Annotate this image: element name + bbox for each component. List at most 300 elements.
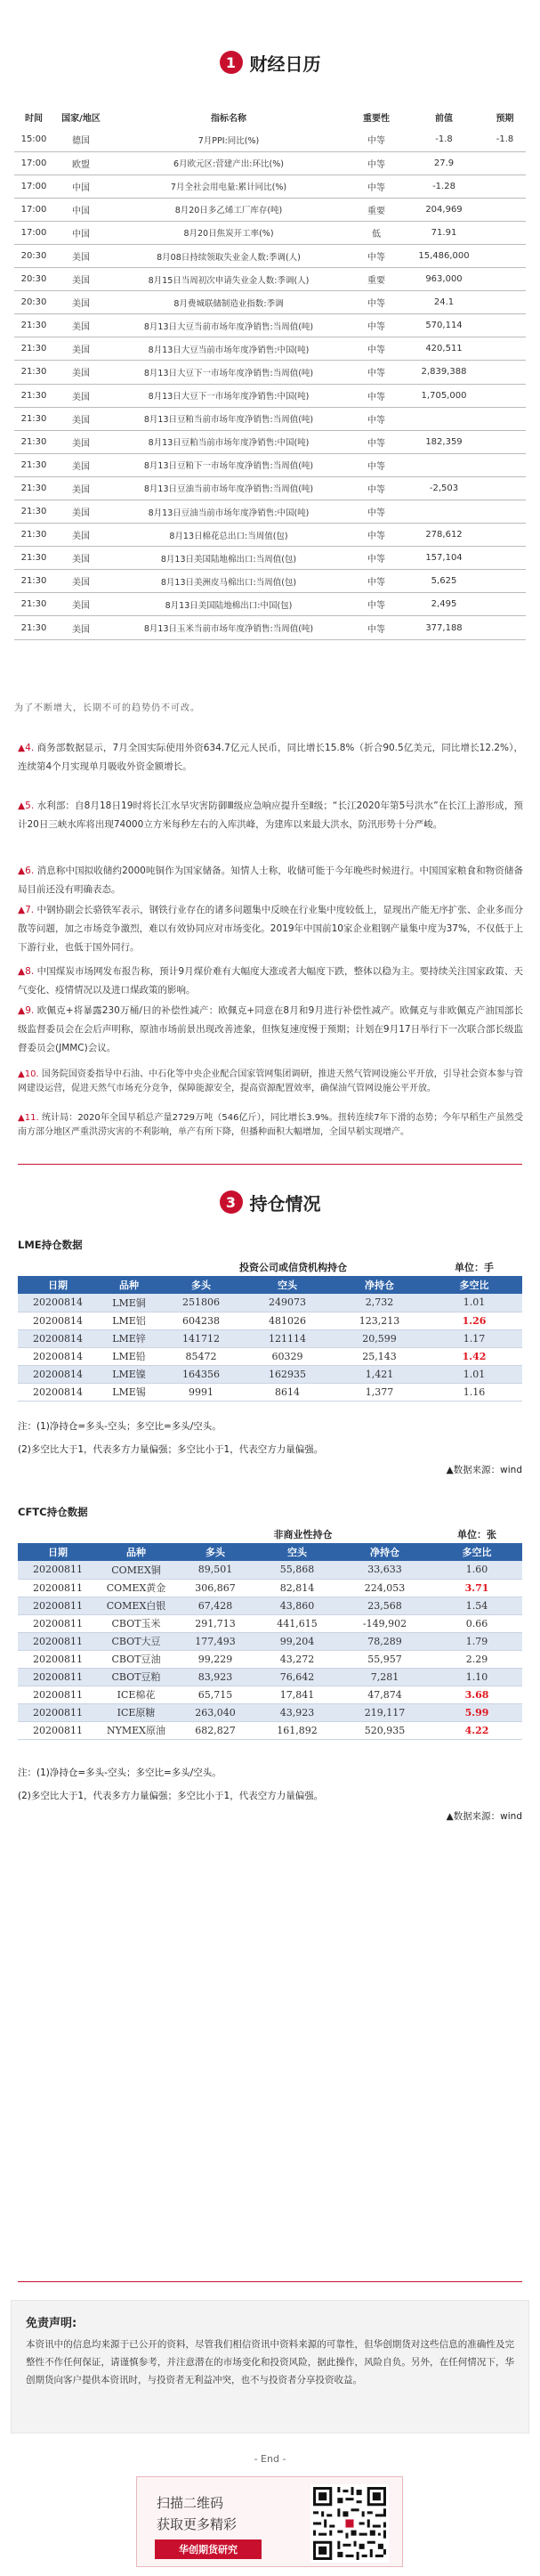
col-header: 品种 (98, 1276, 160, 1294)
position-cell-net: 33,633 (338, 1561, 431, 1579)
calendar-cell-region: 美国 (53, 476, 109, 500)
calendar-cell-time: 17:00 (14, 151, 53, 175)
position-cell-ratio: 3.71 (431, 1579, 522, 1597)
calendar-cell-time: 21:30 (14, 384, 53, 407)
calendar-cell-importance: 重要 (349, 268, 404, 291)
position-cell-ratio: 3.68 (431, 1686, 522, 1703)
position-cell-item: COMEX白银 (98, 1597, 174, 1614)
calendar-cell-region: 美国 (53, 384, 109, 407)
calendar-cell-region: 德国 (53, 128, 109, 151)
calendar-cell-previous: 27.9 (404, 151, 484, 175)
position-cell-date: 20200814 (18, 1365, 98, 1383)
calendar-cell-indicator: 8月13日大豆下一市场年度净销售:中国(吨) (109, 384, 349, 407)
col-forecast: 预期 (496, 113, 514, 124)
cftc-group-header: 非商业性持仓 (273, 1529, 333, 1540)
position-cell-ratio: 1.01 (426, 1294, 522, 1312)
calendar-cell-importance: 中等 (349, 244, 404, 267)
calendar-cell-forecast (484, 314, 526, 337)
position-cell-date: 20200811 (18, 1632, 98, 1650)
position-cell-long: 263,040 (174, 1703, 256, 1721)
calendar-cell-time: 21:30 (14, 407, 53, 430)
calendar-cell-indicator: 7月全社会用电量:累计同比(%) (109, 175, 349, 198)
position-cell-ratio: 2.29 (431, 1650, 522, 1668)
news-item (18, 1068, 523, 1096)
position-cell-item: NYMEX原油 (98, 1721, 174, 1739)
calendar-row (14, 547, 526, 570)
position-row (18, 1561, 522, 1579)
position-cell-short: 121114 (242, 1329, 333, 1347)
calendar-cell-forecast (484, 593, 526, 616)
qr-line-1: 扫描二维码 (157, 2495, 224, 2511)
col-header: 日期 (18, 1543, 98, 1561)
calendar-cell-region: 美国 (53, 407, 109, 430)
calendar-cell-region: 美国 (53, 593, 109, 616)
news-text: 中国煤炭市场网发布报告称，预计9月煤价难有大幅度大涨或者大幅度下跌，整体以稳为主。要持续关注国家政策、天气变化、疫情情况以及进口煤政策的影响。 (18, 966, 523, 995)
calendar-row (14, 361, 526, 384)
calendar-row (14, 291, 526, 314)
col-region: 国家/地区 (61, 113, 101, 124)
calendar-cell-time: 17:00 (14, 221, 53, 244)
news-text: 商务部数据显示，7月全国实际使用外资634.7亿元人民币，同比增长15.8%（折合90.5亿美元，同比增长12.2%），连续第4个月实现单月吸收外资金额增长。 (18, 743, 523, 772)
calendar-cell-importance: 中等 (349, 128, 404, 151)
lme-positions-table (18, 1258, 522, 1402)
news-text: 消息称中国拟收储约2000吨铜作为国家储备。知情人士称，收储可能于今年晚些时候进行。中国国家粮食和物资储备局目前还没有明确表态。 (18, 865, 523, 895)
position-row (18, 1312, 522, 1329)
calendar-cell-previous: 182,359 (404, 430, 484, 453)
news-item (18, 797, 523, 834)
calendar-cell-previous: 24.1 (404, 291, 484, 314)
position-cell-net: 2,732 (333, 1294, 426, 1312)
position-cell-ratio: 5.99 (431, 1703, 522, 1721)
calendar-cell-time: 21:30 (14, 361, 53, 384)
col-header: 空头 (242, 1276, 333, 1294)
position-cell-date: 20200814 (18, 1294, 98, 1312)
positions-section-title (0, 1184, 540, 1220)
position-cell-short: 43,272 (256, 1650, 338, 1668)
position-cell-short: 161,892 (256, 1721, 338, 1739)
calendar-row (14, 128, 526, 151)
calendar-row (14, 314, 526, 337)
position-row (18, 1721, 522, 1739)
position-cell-net: 224,053 (338, 1579, 431, 1597)
news-number: ▲6. (18, 865, 35, 876)
calendar-cell-forecast: -1.8 (484, 128, 526, 151)
position-cell-short: 82,814 (256, 1579, 338, 1597)
position-cell-short: 17,841 (256, 1686, 338, 1703)
calendar-cell-region: 中国 (53, 221, 109, 244)
calendar-cell-time: 21:30 (14, 547, 53, 570)
position-cell-ratio: 1.42 (426, 1347, 522, 1365)
col-previous: 前值 (435, 113, 453, 124)
calendar-cell-indicator: 8月费城联储制造业指数:季调 (109, 291, 349, 314)
calendar-cell-importance: 中等 (349, 616, 404, 639)
calendar-cell-indicator: 8月13日豆粕当前市场年度净销售:当周值(吨) (109, 407, 349, 430)
calendar-cell-previous: 2,839,388 (404, 361, 484, 384)
calendar-cell-forecast (484, 221, 526, 244)
position-cell-ratio: 0.66 (431, 1614, 522, 1632)
calendar-cell-previous: 570,114 (404, 314, 484, 337)
col-header: 多头 (174, 1543, 256, 1561)
position-cell-short: 162935 (242, 1365, 333, 1383)
calendar-cell-importance: 中等 (349, 384, 404, 407)
news-number: ▲5. (18, 800, 35, 811)
position-cell-long: 89,501 (174, 1561, 256, 1579)
calendar-cell-time: 21:30 (14, 430, 53, 453)
calendar-cell-forecast (484, 547, 526, 570)
position-cell-date: 20200811 (18, 1579, 98, 1597)
calendar-cell-indicator: 8月15日当周初次申请失业金人数:季调(人) (109, 268, 349, 291)
calendar-cell-indicator: 8月13日美国陆地棉出口:中国(包) (109, 593, 349, 616)
calendar-cell-indicator: 8月20日焦炭开工率(%) (109, 221, 349, 244)
position-cell-short: 55,868 (256, 1561, 338, 1579)
col-header: 多空比 (426, 1276, 522, 1294)
position-cell-net: 123,213 (333, 1312, 426, 1329)
position-cell-ratio: 1.60 (431, 1561, 522, 1579)
calendar-cell-time: 21:30 (14, 570, 53, 593)
news-item (18, 1111, 523, 1140)
calendar-cell-forecast (484, 361, 526, 384)
position-cell-date: 20200814 (18, 1312, 98, 1329)
calendar-cell-forecast (484, 500, 526, 524)
position-cell-ratio: 1.16 (426, 1383, 522, 1401)
position-cell-net: 219,117 (338, 1703, 431, 1721)
position-cell-net: 55,957 (338, 1650, 431, 1668)
calendar-cell-time: 21:30 (14, 593, 53, 616)
economic-calendar-table (14, 105, 526, 640)
position-cell-date: 20200811 (18, 1597, 98, 1614)
calendar-cell-indicator: 8月13日棉花总出口:当周值(包) (109, 524, 349, 547)
col-importance: 重要性 (363, 113, 390, 124)
calendar-row (14, 151, 526, 175)
end-marker: - End - (254, 2453, 286, 2465)
calendar-cell-region: 中国 (53, 198, 109, 221)
position-cell-ratio: 1.01 (426, 1365, 522, 1383)
calendar-section-title (0, 45, 540, 80)
position-cell-ratio: 1.54 (431, 1597, 522, 1614)
position-cell-date: 20200811 (18, 1614, 98, 1632)
position-cell-item: LME锡 (98, 1383, 160, 1401)
news-item (18, 963, 523, 1000)
calendar-cell-time: 17:00 (14, 175, 53, 198)
calendar-cell-previous: -2,503 (404, 476, 484, 500)
calendar-cell-indicator: 8月13日豆粕当前市场年度净销售:中国(吨) (109, 430, 349, 453)
position-cell-ratio: 1.26 (426, 1312, 522, 1329)
calendar-cell-previous: -1.8 (404, 128, 484, 151)
calendar-cell-previous: -1.28 (404, 175, 484, 198)
calendar-cell-time: 20:30 (14, 268, 53, 291)
position-cell-long: 177,493 (174, 1632, 256, 1650)
calendar-cell-importance: 中等 (349, 570, 404, 593)
calendar-cell-region: 美国 (53, 337, 109, 361)
position-cell-long: 99,229 (174, 1650, 256, 1668)
calendar-cell-forecast (484, 244, 526, 267)
position-cell-net: 78,289 (338, 1632, 431, 1650)
calendar-cell-importance: 中等 (349, 500, 404, 524)
calendar-cell-time: 17:00 (14, 198, 53, 221)
position-cell-net: 520,935 (338, 1721, 431, 1739)
calendar-cell-forecast (484, 407, 526, 430)
calendar-cell-region: 美国 (53, 547, 109, 570)
calendar-cell-region: 美国 (53, 570, 109, 593)
col-header: 日期 (18, 1276, 98, 1294)
position-cell-item: CBOT豆粕 (98, 1668, 174, 1686)
calendar-row (14, 407, 526, 430)
position-row (18, 1294, 522, 1312)
cftc-unit: 单位：张 (457, 1529, 496, 1540)
calendar-cell-forecast (484, 430, 526, 453)
position-cell-net: 47,874 (338, 1686, 431, 1703)
position-cell-long: 83,923 (174, 1668, 256, 1686)
cftc-data-source: ▲数据来源：wind (446, 1811, 522, 1822)
calendar-cell-indicator: 8月08日持续领取失业金人数:季调(人) (109, 244, 349, 267)
calendar-cell-region: 美国 (53, 616, 109, 639)
calendar-cell-indicator: 8月13日美洲皮马棉出口:当周值(包) (109, 570, 349, 593)
position-cell-long: 67,428 (174, 1597, 256, 1614)
news-text: 水利部：自8月18日19时将长江水旱灾害防御Ⅲ级应急响应提升至Ⅱ级；“长江2020年第5号洪水”在长江上游形成，预计20日三峡水库将出现74000立方米每秒左右的入库洪峰，为建库以来最大洪水，防汛形势十分严峻。 (18, 800, 524, 830)
lme-table-caption: LME持仓数据 (18, 1239, 83, 1251)
col-time: 时间 (25, 113, 43, 124)
disclaimer-box (11, 2300, 529, 2434)
position-row (18, 1632, 522, 1650)
calendar-cell-region: 美国 (53, 314, 109, 337)
calendar-cell-importance: 中等 (349, 547, 404, 570)
calendar-cell-previous (404, 453, 484, 476)
position-cell-long: 85472 (160, 1347, 242, 1365)
position-cell-item: LME铜 (98, 1294, 160, 1312)
position-cell-date: 20200811 (18, 1703, 98, 1721)
calendar-row (14, 175, 526, 198)
calendar-cell-time: 21:30 (14, 616, 53, 639)
calendar-cell-time: 20:30 (14, 291, 53, 314)
calendar-cell-previous: 963,000 (404, 268, 484, 291)
calendar-cell-time: 21:30 (14, 453, 53, 476)
calendar-cell-forecast (484, 384, 526, 407)
disclaimer-body: 本资讯中的信息均来源于已公开的资料，尽管我们相信资讯中资料来源的可靠性，但华创期货对这些信息的准确性及完整性不作任何保证，请谨慎参考，并注意潜在的市场变化和投资风险，据此操作，风险自负。另外，在任何情况下，华创期货向客户提供本资讯时，与投资者无利益冲突，也不与投资者分享投资收益。 (26, 2339, 514, 2385)
calendar-cell-forecast (484, 175, 526, 198)
qr-promo-box (136, 2476, 403, 2567)
calendar-cell-forecast (484, 337, 526, 361)
calendar-cell-time: 21:30 (14, 524, 53, 547)
calendar-cell-time: 20:30 (14, 244, 53, 267)
calendar-cell-forecast (484, 616, 526, 639)
position-cell-item: CBOT大豆 (98, 1632, 174, 1650)
col-header: 净持仓 (333, 1276, 426, 1294)
position-cell-item: ICE原糖 (98, 1703, 174, 1721)
position-cell-long: 65,715 (174, 1686, 256, 1703)
news-item (18, 862, 523, 899)
position-cell-date: 20200814 (18, 1347, 98, 1365)
calendar-cell-previous: 278,612 (404, 524, 484, 547)
position-cell-short: 43,860 (256, 1597, 338, 1614)
calendar-cell-importance: 低 (349, 221, 404, 244)
calendar-cell-indicator: 7月PPI:同比(%) (109, 128, 349, 151)
calendar-cell-indicator: 8月13日大豆下一市场年度净销售:当周值(吨) (109, 361, 349, 384)
calendar-row (14, 430, 526, 453)
calendar-row (14, 337, 526, 361)
calendar-cell-importance: 中等 (349, 407, 404, 430)
position-row (18, 1597, 522, 1614)
calendar-cell-previous (404, 500, 484, 524)
position-cell-long: 141712 (160, 1329, 242, 1347)
calendar-cell-previous: 71.91 (404, 221, 484, 244)
position-cell-long: 291,713 (174, 1614, 256, 1632)
calendar-row (14, 524, 526, 547)
position-cell-short: 249073 (242, 1294, 333, 1312)
calendar-cell-previous: 5,625 (404, 570, 484, 593)
position-cell-short: 43,923 (256, 1703, 338, 1721)
calendar-row (14, 268, 526, 291)
position-cell-ratio: 1.10 (431, 1668, 522, 1686)
qr-line-2: 获取更多精彩 (157, 2516, 238, 2532)
qr-brand-button[interactable]: 华创期货研究 (155, 2539, 262, 2559)
section-heading: 持仓情况 (249, 1192, 321, 1215)
calendar-row (14, 221, 526, 244)
position-cell-long: 604238 (160, 1312, 242, 1329)
calendar-cell-previous: 1,705,000 (404, 384, 484, 407)
calendar-cell-time: 21:30 (14, 337, 53, 361)
position-cell-long: 251806 (160, 1294, 242, 1312)
qr-code-icon[interactable] (310, 2484, 389, 2563)
position-cell-ratio: 1.17 (426, 1329, 522, 1347)
calendar-cell-indicator: 8月20日多乙烯工厂库存(吨) (109, 198, 349, 221)
disclaimer-title: 免责声明: (26, 2317, 77, 2330)
calendar-cell-forecast (484, 151, 526, 175)
position-cell-item: COMEX铜 (98, 1561, 174, 1579)
position-cell-short: 481026 (242, 1312, 333, 1329)
calendar-row (14, 593, 526, 616)
cftc-positions-table (18, 1525, 522, 1740)
news-text: 中钢协副会长骆铁军表示，钢铁行业存在的诸多问题集中反映在行业集中度较低上，显现出产能无序扩张、企业多而分散等问题，加之市场竞争激烈，难以有效协同应对市场变化。2019年中国前10家企业粗钢产量集中度为37%，不仅低于上下游行业，也低于国外同行。 (18, 905, 523, 953)
calendar-cell-indicator: 6月欧元区:营建产出:环比(%) (109, 151, 349, 175)
position-cell-date: 20200811 (18, 1561, 98, 1579)
calendar-cell-forecast (484, 291, 526, 314)
section-heading: 财经日历 (249, 53, 321, 75)
position-cell-net: 20,599 (333, 1329, 426, 1347)
position-cell-item: LME锌 (98, 1329, 160, 1347)
position-cell-short: 99,204 (256, 1632, 338, 1650)
news-item (18, 1002, 523, 1058)
position-cell-date: 20200811 (18, 1721, 98, 1739)
divider (18, 2281, 522, 2282)
position-cell-short: 8614 (242, 1383, 333, 1401)
calendar-row (14, 384, 526, 407)
position-cell-short: 60329 (242, 1347, 333, 1365)
col-header: 多空比 (431, 1543, 522, 1561)
position-cell-date: 20200811 (18, 1650, 98, 1668)
calendar-cell-importance: 中等 (349, 593, 404, 616)
calendar-cell-previous (404, 407, 484, 430)
calendar-cell-previous: 204,969 (404, 198, 484, 221)
calendar-cell-indicator: 8月13日大豆当前市场年度净销售:当周值(吨) (109, 314, 349, 337)
position-cell-item: LME铝 (98, 1312, 160, 1329)
position-row (18, 1365, 522, 1383)
position-cell-ratio: 4.22 (431, 1721, 522, 1739)
position-row (18, 1650, 522, 1668)
position-cell-net: 1,421 (333, 1365, 426, 1383)
news-item (18, 901, 523, 957)
cftc-note-2: (2)多空比大于1，代表多方力量偏强；多空比小于1，代表空方力量偏强。 (18, 1791, 324, 1801)
calendar-cell-indicator: 8月13日美国陆地棉出口:当周值(包) (109, 547, 349, 570)
news-number: ▲9. (18, 1005, 35, 1016)
cftc-note-1: 注：(1)净持仓=多头-空头；多空比=多头/空头。 (18, 1767, 222, 1778)
news-number: ▲4. (18, 743, 35, 753)
calendar-cell-previous: 157,104 (404, 547, 484, 570)
news-text: 欧佩克+将暴露230万桶/日的补偿性减产：欧佩克+同意在8月和9月进行补偿性减产。欧佩克与非欧佩克产油国部长级监督委员会在会后声明称，原油市场前景出现改善迹象，但恢复速度慢于预期；计划在9月17日举行下一次联合部长级监督委员会(JMMC)会议。 (18, 1005, 523, 1053)
lme-note-2: (2)多空比大于1，代表多方力量偏强；多空比小于1，代表空方力量偏强。 (18, 1444, 324, 1455)
position-cell-item: LME铅 (98, 1347, 160, 1365)
calendar-cell-forecast (484, 570, 526, 593)
calendar-row (14, 198, 526, 221)
calendar-cell-indicator: 8月13日玉米当前市场年度净销售:当周值(吨) (109, 616, 349, 639)
news-number: ▲10. (18, 1069, 39, 1079)
position-cell-date: 20200814 (18, 1329, 98, 1347)
position-cell-date: 20200811 (18, 1668, 98, 1686)
news-number: ▲8. (18, 966, 35, 977)
calendar-cell-region: 美国 (53, 268, 109, 291)
calendar-cell-previous: 15,486,000 (404, 244, 484, 267)
calendar-row (14, 476, 526, 500)
calendar-row (14, 500, 526, 524)
calendar-cell-forecast (484, 198, 526, 221)
calendar-cell-importance: 中等 (349, 291, 404, 314)
calendar-cell-importance: 中等 (349, 314, 404, 337)
position-cell-ratio: 1.79 (431, 1632, 522, 1650)
calendar-cell-indicator: 8月13日豆油当前市场年度净销售:当周值(吨) (109, 476, 349, 500)
position-cell-long: 306,867 (174, 1579, 256, 1597)
position-cell-long: 9991 (160, 1383, 242, 1401)
position-cell-short: 76,642 (256, 1668, 338, 1686)
position-cell-long: 164356 (160, 1365, 242, 1383)
position-cell-net: 23,568 (338, 1597, 431, 1614)
position-row (18, 1329, 522, 1347)
calendar-cell-time: 15:00 (14, 128, 53, 151)
calendar-cell-region: 美国 (53, 453, 109, 476)
lme-unit: 单位：手 (455, 1262, 494, 1273)
position-row (18, 1347, 522, 1365)
calendar-cell-forecast (484, 476, 526, 500)
position-row (18, 1703, 522, 1721)
calendar-cell-indicator: 8月13日豆油当前市场年度净销售:中国(吨) (109, 500, 349, 524)
position-row (18, 1614, 522, 1632)
position-cell-item: LME镍 (98, 1365, 160, 1383)
lme-group-header: 投资公司或信贷机构持仓 (239, 1262, 347, 1273)
calendar-cell-importance: 中等 (349, 476, 404, 500)
col-header: 多头 (160, 1276, 242, 1294)
calendar-cell-region: 欧盟 (53, 151, 109, 175)
position-row (18, 1383, 522, 1401)
position-cell-item: CBOT玉米 (98, 1614, 174, 1632)
calendar-cell-region: 美国 (53, 500, 109, 524)
position-cell-net: -149,902 (338, 1614, 431, 1632)
calendar-cell-importance: 中等 (349, 430, 404, 453)
news-text: 国务院国资委指导中石油、中石化等中央企业配合国家管网集团调研，推进天然气管网设施公平开放，引导社会资本参与管网建设运营，促进天然气市场充分竞争，保障能源安全，提高资源配置效率，确保油气管网设施公平开放。 (18, 1069, 523, 1093)
section-number-badge: 1 (220, 51, 243, 74)
calendar-row (14, 616, 526, 639)
calendar-cell-region: 美国 (53, 430, 109, 453)
calendar-cell-previous: 377,188 (404, 616, 484, 639)
calendar-cell-importance: 重要 (349, 198, 404, 221)
calendar-cell-importance: 中等 (349, 337, 404, 361)
position-cell-short: 441,615 (256, 1614, 338, 1632)
calendar-cell-region: 美国 (53, 524, 109, 547)
calendar-cell-previous: 2,495 (404, 593, 484, 616)
calendar-cell-region: 美国 (53, 244, 109, 267)
position-cell-net: 7,281 (338, 1668, 431, 1686)
position-cell-item: CBOT豆油 (98, 1650, 174, 1668)
calendar-cell-importance: 中等 (349, 175, 404, 198)
calendar-cell-importance: 中等 (349, 361, 404, 384)
calendar-row (14, 570, 526, 593)
